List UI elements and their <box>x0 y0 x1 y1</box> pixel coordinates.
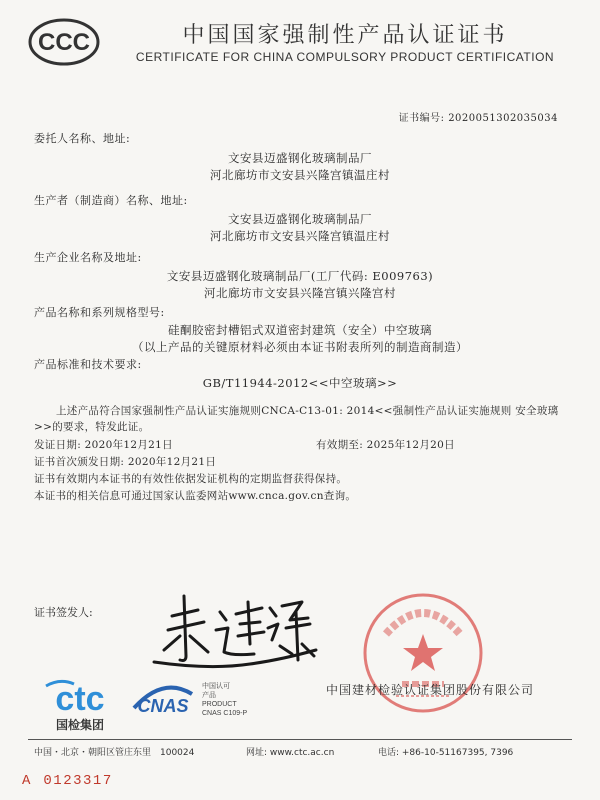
first-issue-date: 证书首次颁发日期: 2020年12月21日 <box>34 456 217 468</box>
manufacturer-address: 河北廊坊市文安县兴隆宫镇温庄村 <box>210 229 390 243</box>
manufacturer-label: 生产者（制造商）名称、地址: <box>34 194 188 207</box>
certificate-number: 证书编号: 2020051302035034 <box>398 113 558 124</box>
footer-phone: 电话: +86-10-51167395, 7396 <box>378 748 514 758</box>
conformity-statement: 上述产品符合国家强制性产品认证实施规则CNCA-C13-01: 2014<<强制性产品认证实施规则 安全玻璃>>的要求，特发此证。 <box>34 405 559 433</box>
cnas-logo <box>128 678 198 722</box>
applicant-name: 文安县迈盛钢化玻璃制品厂 <box>228 151 372 165</box>
ctc-company-name: 国检集团 <box>55 718 104 732</box>
expiry-date: 有效期至: 2025年12月20日 <box>316 439 455 451</box>
factory-name: 文安县迈盛钢化玻璃制品厂(工厂代码: E009763) <box>166 269 434 283</box>
standard-label: 产品标准和技术要求: <box>34 358 142 371</box>
svg-text:ctc: ctc <box>55 680 105 718</box>
page-subtitle: CERTIFICATE FOR CHINA COMPULSORY PRODUCT CERTIFICATION <box>135 50 555 64</box>
issuing-organization: 中国建材检验认证集团股份有限公司 <box>325 683 534 697</box>
footer-divider <box>28 739 572 740</box>
cnas-accreditation-text: 中国认可 产品 PRODUCT CNAS C109-P <box>202 683 248 717</box>
standard-value: GB/T11944-2012<<中空玻璃>> <box>202 376 398 390</box>
svg-text:CCC: CCC <box>38 29 90 56</box>
manufacturer-name: 文安县迈盛钢化玻璃制品厂 <box>228 212 372 226</box>
product-label: 产品名称和系列规格型号: <box>34 306 165 319</box>
applicant-address: 河北廊坊市文安县兴隆宫镇温庄村 <box>210 168 390 182</box>
signature <box>150 590 320 680</box>
product-name: 硅酮胶密封槽铝式双道密封建筑（安全）中空玻璃 <box>168 323 432 337</box>
query-note: 本证书的相关信息可通过国家认监委网站www.cnca.gov.cn查询。 <box>34 490 357 502</box>
product-note: （以上产品的关键原材料必须由本证书附表所列的制造商制造） <box>132 340 468 354</box>
serial-number: A 0123317 <box>22 773 113 789</box>
issue-date: 发证日期: 2020年12月21日 <box>34 439 173 451</box>
applicant-label: 委托人名称、地址: <box>34 132 131 145</box>
signatory-label: 证书签发人: <box>34 606 93 619</box>
page-title: 中国国家强制性产品认证证书 <box>182 23 508 48</box>
footer-address: 中国・北京・朝阳区管庄东里 100024 <box>34 748 195 758</box>
svg-text:CNAS: CNAS <box>137 696 189 716</box>
validity-note: 证书有效期内本证书的有效性依据发证机构的定期监督获得保持。 <box>34 473 348 485</box>
ccc-logo <box>28 18 100 66</box>
footer-website: 网址: www.ctc.ac.cn <box>246 748 335 758</box>
factory-address: 河北廊坊市文安县兴隆宫镇兴隆宫村 <box>204 286 396 300</box>
factory-label: 生产企业名称及地址: <box>34 251 142 264</box>
